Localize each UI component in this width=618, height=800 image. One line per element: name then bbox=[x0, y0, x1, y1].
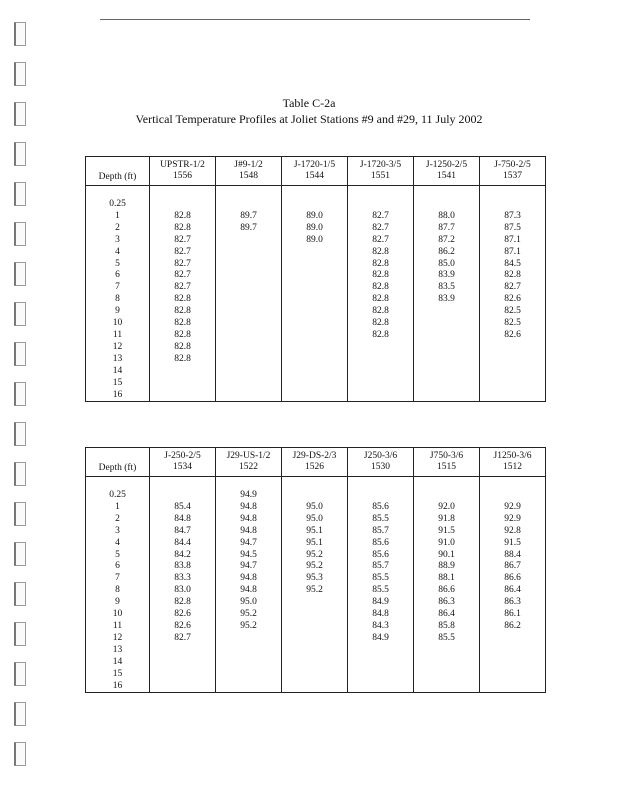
temperature-cell: 94.8 bbox=[216, 514, 282, 526]
temperature-cell: 84.3 bbox=[348, 621, 414, 633]
temperature-cell: 94.8 bbox=[216, 573, 282, 585]
temperature-cell: 95.0 bbox=[282, 502, 348, 514]
depth-cell: 3 bbox=[86, 235, 150, 247]
temperature-cell bbox=[216, 318, 282, 330]
depth-cell: 2 bbox=[86, 223, 150, 235]
temperature-cell bbox=[348, 681, 414, 693]
depth-cell: 1 bbox=[86, 502, 150, 514]
table-row bbox=[86, 561, 546, 573]
temperature-cell bbox=[480, 490, 546, 502]
temperature-cell bbox=[282, 270, 348, 282]
temperature-cell: 83.3 bbox=[150, 573, 216, 585]
temperature-cell: 86.6 bbox=[414, 585, 480, 597]
temperature-cell: 89.0 bbox=[282, 235, 348, 247]
table-row bbox=[86, 199, 546, 211]
temperature-cell: 87.5 bbox=[480, 223, 546, 235]
depth-cell: 9 bbox=[86, 597, 150, 609]
depth-cell: 7 bbox=[86, 573, 150, 585]
temperature-cell: 82.8 bbox=[348, 247, 414, 259]
temperature-cell: 86.4 bbox=[414, 609, 480, 621]
temperature-cell: 82.8 bbox=[480, 270, 546, 282]
temperature-cell: 91.5 bbox=[414, 526, 480, 538]
temperature-cell: 88.4 bbox=[480, 550, 546, 562]
depth-cell: 2 bbox=[86, 514, 150, 526]
temperature-cell bbox=[348, 378, 414, 390]
temperature-cell: 91.5 bbox=[480, 538, 546, 550]
temperature-cell bbox=[282, 645, 348, 657]
temperature-cell bbox=[414, 390, 480, 402]
temperature-cell: 95.1 bbox=[282, 526, 348, 538]
depth-cell: 6 bbox=[86, 270, 150, 282]
temperature-cell bbox=[480, 681, 546, 693]
depth-cell: 4 bbox=[86, 538, 150, 550]
temperature-cell: 83.0 bbox=[150, 585, 216, 597]
column-header: J29-US-1/2 1522 bbox=[216, 448, 282, 477]
temperature-cell bbox=[282, 597, 348, 609]
temperature-cell bbox=[282, 366, 348, 378]
temperature-cell bbox=[414, 330, 480, 342]
temperature-cell bbox=[480, 645, 546, 657]
temperature-cell: 85.8 bbox=[414, 621, 480, 633]
temperature-cell bbox=[216, 354, 282, 366]
temperature-cell bbox=[282, 318, 348, 330]
temperature-cell: 82.8 bbox=[348, 294, 414, 306]
temperature-cell: 82.6 bbox=[480, 294, 546, 306]
temperature-cell: 82.8 bbox=[150, 330, 216, 342]
temperature-cell: 94.5 bbox=[216, 550, 282, 562]
temperature-cell: 94.8 bbox=[216, 526, 282, 538]
table-row bbox=[86, 502, 546, 514]
table-row bbox=[86, 390, 546, 402]
table-row bbox=[86, 633, 546, 645]
temperature-cell bbox=[480, 657, 546, 669]
temperature-cell bbox=[282, 330, 348, 342]
temperature-cell: 82.6 bbox=[150, 621, 216, 633]
temperature-cell: 86.3 bbox=[480, 597, 546, 609]
temperature-cell bbox=[414, 681, 480, 693]
temperature-cell bbox=[216, 294, 282, 306]
temperature-cell bbox=[282, 282, 348, 294]
temperature-cell: 95.2 bbox=[282, 550, 348, 562]
temperature-cell: 82.7 bbox=[348, 235, 414, 247]
temperature-cell: 84.4 bbox=[150, 538, 216, 550]
temperature-cell bbox=[216, 645, 282, 657]
temperature-cell: 82.5 bbox=[480, 306, 546, 318]
table-row bbox=[86, 342, 546, 354]
depth-cell: 14 bbox=[86, 657, 150, 669]
depth-cell: 5 bbox=[86, 550, 150, 562]
table-row bbox=[86, 514, 546, 526]
temperature-cell bbox=[480, 390, 546, 402]
column-header: J#9-1/2 1548 bbox=[216, 157, 282, 186]
depth-cell: 10 bbox=[86, 318, 150, 330]
temperature-cell: 84.9 bbox=[348, 633, 414, 645]
temperature-cell bbox=[150, 490, 216, 502]
depth-cell: 16 bbox=[86, 390, 150, 402]
table-row bbox=[86, 621, 546, 633]
temperature-cell bbox=[216, 235, 282, 247]
temperature-cell bbox=[216, 669, 282, 681]
temperature-cell bbox=[216, 199, 282, 211]
temperature-cell: 82.8 bbox=[348, 270, 414, 282]
temperature-cell: 82.8 bbox=[150, 342, 216, 354]
depth-cell: 15 bbox=[86, 378, 150, 390]
depth-cell: 11 bbox=[86, 621, 150, 633]
temperature-cell bbox=[216, 681, 282, 693]
temperature-cell bbox=[150, 366, 216, 378]
temperature-cell bbox=[348, 390, 414, 402]
column-header: J-1250-2/5 1541 bbox=[414, 157, 480, 186]
depth-cell: 6 bbox=[86, 561, 150, 573]
column-header: J29-DS-2/3 1526 bbox=[282, 448, 348, 477]
table-row bbox=[86, 247, 546, 259]
temperature-cell bbox=[348, 669, 414, 681]
temperature-table-station-29 bbox=[85, 447, 546, 693]
temperature-cell: 87.2 bbox=[414, 235, 480, 247]
temperature-cell bbox=[480, 378, 546, 390]
temperature-cell bbox=[282, 378, 348, 390]
depth-header: Depth (ft) bbox=[86, 448, 150, 477]
temperature-cell: 88.9 bbox=[414, 561, 480, 573]
temperature-cell: 82.8 bbox=[348, 306, 414, 318]
table-row bbox=[86, 366, 546, 378]
temperature-cell bbox=[216, 378, 282, 390]
temperature-cell: 82.6 bbox=[480, 330, 546, 342]
table-row bbox=[86, 354, 546, 366]
temperature-cell: 85.7 bbox=[348, 526, 414, 538]
temperature-cell bbox=[282, 609, 348, 621]
temperature-cell bbox=[414, 669, 480, 681]
temperature-cell: 94.7 bbox=[216, 538, 282, 550]
temperature-cell bbox=[480, 669, 546, 681]
temperature-cell bbox=[150, 669, 216, 681]
temperature-cell bbox=[282, 306, 348, 318]
temperature-cell: 89.0 bbox=[282, 211, 348, 223]
depth-cell: 9 bbox=[86, 306, 150, 318]
temperature-cell: 87.1 bbox=[480, 247, 546, 259]
temperature-cell: 82.7 bbox=[150, 633, 216, 645]
temperature-cell: 86.7 bbox=[480, 561, 546, 573]
temperature-cell: 91.8 bbox=[414, 514, 480, 526]
temperature-cell: 82.7 bbox=[150, 270, 216, 282]
temperature-cell bbox=[348, 645, 414, 657]
table-row bbox=[86, 597, 546, 609]
column-header: J-1720-1/5 1544 bbox=[282, 157, 348, 186]
temperature-cell bbox=[282, 681, 348, 693]
depth-cell: 1 bbox=[86, 211, 150, 223]
table-row bbox=[86, 294, 546, 306]
table-row bbox=[86, 585, 546, 597]
temperature-cell: 89.0 bbox=[282, 223, 348, 235]
temperature-cell: 85.6 bbox=[348, 550, 414, 562]
temperature-cell bbox=[282, 342, 348, 354]
temperature-cell: 92.9 bbox=[480, 514, 546, 526]
temperature-cell bbox=[282, 633, 348, 645]
temperature-cell bbox=[216, 247, 282, 259]
temperature-cell: 82.8 bbox=[150, 294, 216, 306]
table-row bbox=[86, 282, 546, 294]
temperature-cell bbox=[348, 657, 414, 669]
table-row bbox=[86, 645, 546, 657]
depth-cell: 12 bbox=[86, 633, 150, 645]
column-header: UPSTR-1/2 1556 bbox=[150, 157, 216, 186]
temperature-cell: 82.7 bbox=[150, 282, 216, 294]
depth-cell: 8 bbox=[86, 585, 150, 597]
temperature-cell bbox=[216, 633, 282, 645]
temperature-cell: 82.8 bbox=[150, 318, 216, 330]
temperature-cell: 95.2 bbox=[216, 621, 282, 633]
table-row bbox=[86, 378, 546, 390]
table-row bbox=[86, 318, 546, 330]
temperature-cell: 94.8 bbox=[216, 502, 282, 514]
temperature-cell: 82.8 bbox=[150, 211, 216, 223]
depth-cell: 12 bbox=[86, 342, 150, 354]
temperature-cell: 85.5 bbox=[414, 633, 480, 645]
depth-cell: 5 bbox=[86, 259, 150, 271]
temperature-cell: 95.0 bbox=[282, 514, 348, 526]
table-row bbox=[86, 223, 546, 235]
table-row bbox=[86, 681, 546, 693]
column-header: J750-3/6 1515 bbox=[414, 448, 480, 477]
temperature-cell bbox=[216, 282, 282, 294]
temperature-cell bbox=[150, 681, 216, 693]
temperature-cell: 84.8 bbox=[348, 609, 414, 621]
temperature-cell: 85.6 bbox=[348, 538, 414, 550]
depth-cell: 3 bbox=[86, 526, 150, 538]
table-row bbox=[86, 573, 546, 585]
temperature-cell: 94.8 bbox=[216, 585, 282, 597]
temperature-cell: 82.7 bbox=[150, 259, 216, 271]
column-header: J-250-2/5 1534 bbox=[150, 448, 216, 477]
temperature-cell: 82.7 bbox=[348, 211, 414, 223]
table-row bbox=[86, 330, 546, 342]
temperature-cell bbox=[414, 645, 480, 657]
table-title: Table C-2a bbox=[282, 96, 336, 110]
depth-cell: 14 bbox=[86, 366, 150, 378]
temperature-cell bbox=[282, 390, 348, 402]
table-row bbox=[86, 657, 546, 669]
depth-cell: 13 bbox=[86, 354, 150, 366]
column-header: J1250-3/6 1512 bbox=[480, 448, 546, 477]
scan-top-line bbox=[100, 19, 530, 20]
temperature-cell bbox=[216, 270, 282, 282]
temperature-cell bbox=[414, 657, 480, 669]
temperature-cell: 86.2 bbox=[414, 247, 480, 259]
depth-cell: 4 bbox=[86, 247, 150, 259]
temperature-cell bbox=[282, 490, 348, 502]
table-row bbox=[86, 550, 546, 562]
temperature-cell: 83.9 bbox=[414, 270, 480, 282]
temperature-cell: 89.7 bbox=[216, 223, 282, 235]
temperature-cell: 82.7 bbox=[348, 223, 414, 235]
temperature-cell: 90.1 bbox=[414, 550, 480, 562]
depth-cell: 0.25 bbox=[86, 490, 150, 502]
temperature-cell: 89.7 bbox=[216, 211, 282, 223]
table-row bbox=[86, 270, 546, 282]
column-header: J250-3/6 1530 bbox=[348, 448, 414, 477]
temperature-cell: 82.7 bbox=[480, 282, 546, 294]
temperature-cell bbox=[480, 633, 546, 645]
temperature-cell: 82.8 bbox=[150, 306, 216, 318]
temperature-cell bbox=[216, 390, 282, 402]
temperature-cell bbox=[282, 199, 348, 211]
temperature-cell bbox=[480, 342, 546, 354]
temperature-cell bbox=[414, 366, 480, 378]
temperature-cell bbox=[414, 354, 480, 366]
temperature-cell bbox=[150, 645, 216, 657]
temperature-cell bbox=[282, 294, 348, 306]
temperature-cell: 84.8 bbox=[150, 514, 216, 526]
temperature-cell: 82.8 bbox=[348, 318, 414, 330]
table-row bbox=[86, 211, 546, 223]
temperature-cell bbox=[348, 199, 414, 211]
temperature-cell: 83.8 bbox=[150, 561, 216, 573]
depth-cell: 15 bbox=[86, 669, 150, 681]
depth-cell: 11 bbox=[86, 330, 150, 342]
temperature-cell: 82.8 bbox=[150, 597, 216, 609]
temperature-cell: 85.0 bbox=[414, 259, 480, 271]
column-header: J-750-2/5 1537 bbox=[480, 157, 546, 186]
temperature-cell: 85.4 bbox=[150, 502, 216, 514]
temperature-cell bbox=[348, 490, 414, 502]
depth-cell: 13 bbox=[86, 645, 150, 657]
table-row bbox=[86, 538, 546, 550]
table-row bbox=[86, 609, 546, 621]
temperature-cell bbox=[480, 354, 546, 366]
temperature-cell: 86.1 bbox=[480, 609, 546, 621]
table-row bbox=[86, 235, 546, 247]
temperature-cell bbox=[282, 259, 348, 271]
temperature-cell: 82.8 bbox=[150, 223, 216, 235]
temperature-cell: 87.1 bbox=[480, 235, 546, 247]
temperature-cell bbox=[414, 490, 480, 502]
temperature-cell: 84.9 bbox=[348, 597, 414, 609]
temperature-cell: 86.3 bbox=[414, 597, 480, 609]
temperature-cell bbox=[480, 366, 546, 378]
temperature-cell bbox=[150, 378, 216, 390]
temperature-cell: 82.6 bbox=[150, 609, 216, 621]
temperature-cell: 82.8 bbox=[348, 259, 414, 271]
temperature-cell: 83.9 bbox=[414, 294, 480, 306]
temperature-cell: 88.1 bbox=[414, 573, 480, 585]
temperature-cell bbox=[282, 247, 348, 259]
temperature-cell: 84.2 bbox=[150, 550, 216, 562]
temperature-cell: 84.5 bbox=[480, 259, 546, 271]
temperature-cell bbox=[216, 366, 282, 378]
temperature-cell: 82.7 bbox=[150, 247, 216, 259]
temperature-cell: 94.7 bbox=[216, 561, 282, 573]
temperature-cell bbox=[150, 657, 216, 669]
temperature-cell: 85.5 bbox=[348, 514, 414, 526]
temperature-cell: 92.8 bbox=[480, 526, 546, 538]
temperature-cell: 82.8 bbox=[348, 330, 414, 342]
temperature-cell: 86.6 bbox=[480, 573, 546, 585]
temperature-cell bbox=[414, 378, 480, 390]
temperature-cell: 85.5 bbox=[348, 573, 414, 585]
temperature-cell: 92.0 bbox=[414, 502, 480, 514]
temperature-cell: 85.6 bbox=[348, 502, 414, 514]
temperature-cell bbox=[282, 669, 348, 681]
temperature-cell: 95.2 bbox=[216, 609, 282, 621]
temperature-cell: 95.2 bbox=[282, 561, 348, 573]
temperature-cell bbox=[414, 318, 480, 330]
depth-cell: 8 bbox=[86, 294, 150, 306]
temperature-cell: 82.5 bbox=[480, 318, 546, 330]
depth-cell: 10 bbox=[86, 609, 150, 621]
table-row bbox=[86, 259, 546, 271]
depth-cell: 0.25 bbox=[86, 199, 150, 211]
depth-header: Depth (ft) bbox=[86, 157, 150, 186]
temperature-cell bbox=[282, 354, 348, 366]
temperature-cell: 91.0 bbox=[414, 538, 480, 550]
temperature-cell bbox=[480, 199, 546, 211]
temperature-cell: 95.3 bbox=[282, 573, 348, 585]
depth-cell: 16 bbox=[86, 681, 150, 693]
temperature-cell bbox=[348, 366, 414, 378]
temperature-cell: 84.7 bbox=[150, 526, 216, 538]
temperature-cell: 86.4 bbox=[480, 585, 546, 597]
temperature-cell: 95.1 bbox=[282, 538, 348, 550]
temperature-cell bbox=[414, 199, 480, 211]
temperature-cell: 87.7 bbox=[414, 223, 480, 235]
temperature-cell bbox=[216, 259, 282, 271]
temperature-table-station-9 bbox=[85, 156, 546, 402]
temperature-cell bbox=[348, 342, 414, 354]
temperature-cell: 95.0 bbox=[216, 597, 282, 609]
temperature-cell: 94.9 bbox=[216, 490, 282, 502]
table-row bbox=[86, 526, 546, 538]
temperature-cell bbox=[216, 306, 282, 318]
temperature-cell bbox=[150, 390, 216, 402]
depth-cell: 7 bbox=[86, 282, 150, 294]
table-row bbox=[86, 490, 546, 502]
temperature-cell: 82.7 bbox=[150, 235, 216, 247]
temperature-cell bbox=[150, 199, 216, 211]
temperature-cell: 86.2 bbox=[480, 621, 546, 633]
temperature-cell: 88.0 bbox=[414, 211, 480, 223]
temperature-cell bbox=[216, 342, 282, 354]
temperature-cell bbox=[216, 330, 282, 342]
column-header: J-1720-3/5 1551 bbox=[348, 157, 414, 186]
temperature-cell bbox=[414, 342, 480, 354]
temperature-cell: 83.5 bbox=[414, 282, 480, 294]
table-row bbox=[86, 669, 546, 681]
temperature-cell: 82.8 bbox=[150, 354, 216, 366]
temperature-cell: 85.5 bbox=[348, 585, 414, 597]
table-subtitle: Vertical Temperature Profiles at Joliet Stations #9 and #29, 11 July 2002 bbox=[135, 112, 483, 126]
temperature-cell: 85.7 bbox=[348, 561, 414, 573]
temperature-cell: 92.9 bbox=[480, 502, 546, 514]
temperature-cell bbox=[414, 306, 480, 318]
temperature-cell bbox=[282, 657, 348, 669]
temperature-cell bbox=[348, 354, 414, 366]
table-row bbox=[86, 306, 546, 318]
temperature-cell: 82.8 bbox=[348, 282, 414, 294]
temperature-cell: 95.2 bbox=[282, 585, 348, 597]
temperature-cell bbox=[216, 657, 282, 669]
temperature-cell bbox=[282, 621, 348, 633]
temperature-cell: 87.3 bbox=[480, 211, 546, 223]
